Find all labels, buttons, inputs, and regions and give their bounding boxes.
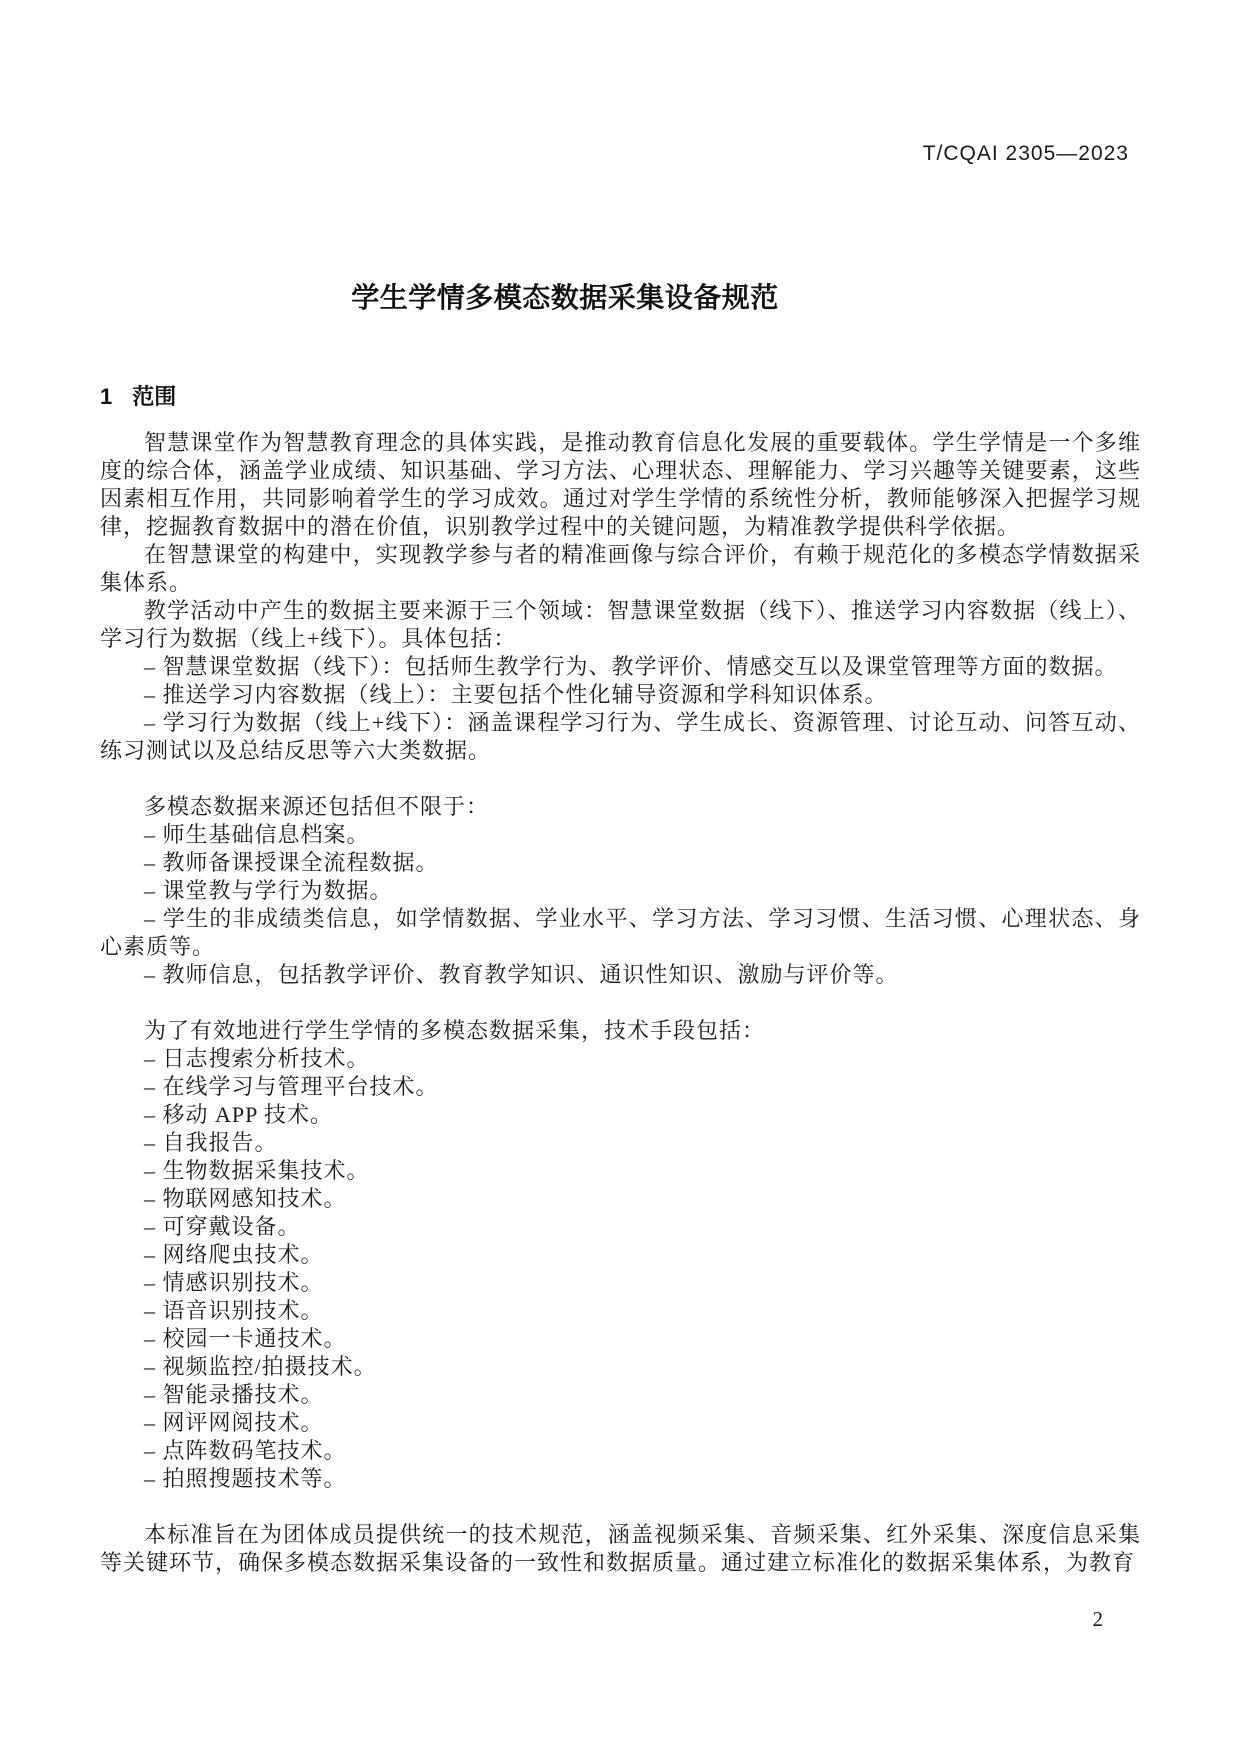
paragraph: 多模态数据来源还包括但不限于： xyxy=(144,794,490,819)
list-item: – 教师信息，包括教学评价、教育教学知识、通识性知识、激励与评价等。 xyxy=(144,962,899,987)
list-item: – 校园一卡通技术。 xyxy=(144,1326,347,1351)
section-label: 范围 xyxy=(132,384,177,409)
list-item: – 物联网感知技术。 xyxy=(144,1186,347,1211)
standard-code: T/CQAI 2305—2023 xyxy=(922,142,1129,165)
list-item: – 智慧课堂数据（线下）：包括师生教学行为、教学评价、情感交互以及课堂管理等方面的数据。 xyxy=(144,654,1118,679)
paragraph: 智慧课堂作为智慧教育理念的具体实践，是推动教育信息化发展的重要载体。学生学情是一个多维度的综合体，涵盖学业成绩、知识基础、学习方法、心理状态、理解能力、学习兴趣等关键要素，这些因素相互作用，共同影响着学生的学习成效。通过对学生学情的系统性分析，教师能够深入把握学习规律，挖掘教育数据中的潜在价值，识别教学过程中的关键问题，为精准教学提供科学依据。 xyxy=(100,430,1141,539)
list-item: – 学习行为数据（线上+线下）：涵盖课程学习行为、学生成长、资源管理、讨论互动、问答互动、练习测试以及总结反思等六大类数据。 xyxy=(100,710,1141,763)
list-item: – 网络爬虫技术。 xyxy=(144,1242,324,1267)
page-number: 2 xyxy=(1092,1607,1103,1631)
paragraph: 为了有效地进行学生学情的多模态数据采集，技术手段包括： xyxy=(144,1018,766,1043)
list-item: – 师生基础信息档案。 xyxy=(144,822,370,847)
list-item: – 推送学习内容数据（线上）：主要包括个性化辅导资源和学科知识体系。 xyxy=(144,682,888,707)
list-item: – 点阵数码笔技术。 xyxy=(144,1438,347,1463)
list-item: – 学生的非成绩类信息，如学情数据、学业水平、学习方法、学习习惯、生活习惯、心理状态、身心素质等。 xyxy=(100,906,1141,959)
section-heading xyxy=(100,380,176,411)
document-body xyxy=(100,429,1141,1577)
list-item: – 语音识别技术。 xyxy=(144,1298,324,1323)
list-item: – 可穿戴设备。 xyxy=(144,1214,301,1239)
paragraph: 本标准旨在为团体成员提供统一的技术规范，涵盖视频采集、音频采集、红外采集、深度信息采集等关键环节，确保多模态数据采集设备的一致性和数据质量。通过建立标准化的数据采集体系，为教育 xyxy=(100,1522,1141,1575)
list-item: – 移动 APP 技术。 xyxy=(144,1102,334,1127)
list-item: – 教师备课授课全流程数据。 xyxy=(144,850,439,875)
list-item: – 网评网阅技术。 xyxy=(144,1410,324,1435)
list-item: – 在线学习与管理平台技术。 xyxy=(144,1074,439,1099)
page-title: 学生学情多模态数据采集设备规范 xyxy=(351,282,779,313)
list-item: – 课堂教与学行为数据。 xyxy=(144,878,393,903)
list-item: – 视频监控/拍摄技术。 xyxy=(144,1354,377,1379)
section-number: 1 xyxy=(100,384,113,409)
paragraph: 在智慧课堂的构建中，实现教学参与者的精准画像与综合评价，有赖于规范化的多模态学情数据采集体系。 xyxy=(100,542,1141,595)
paragraph: 教学活动中产生的数据主要来源于三个领域：智慧课堂数据（线下）、推送学习内容数据（线上）、学习行为数据（线上+线下）。具体包括： xyxy=(100,598,1141,651)
list-item: – 自我报告。 xyxy=(144,1130,278,1155)
list-item: – 智能录播技术。 xyxy=(144,1382,324,1407)
list-item: – 拍照搜题技术等。 xyxy=(144,1466,347,1491)
list-item: – 情感识别技术。 xyxy=(144,1270,324,1295)
list-item: – 日志搜索分析技术。 xyxy=(144,1046,370,1071)
list-item: – 生物数据采集技术。 xyxy=(144,1158,370,1183)
